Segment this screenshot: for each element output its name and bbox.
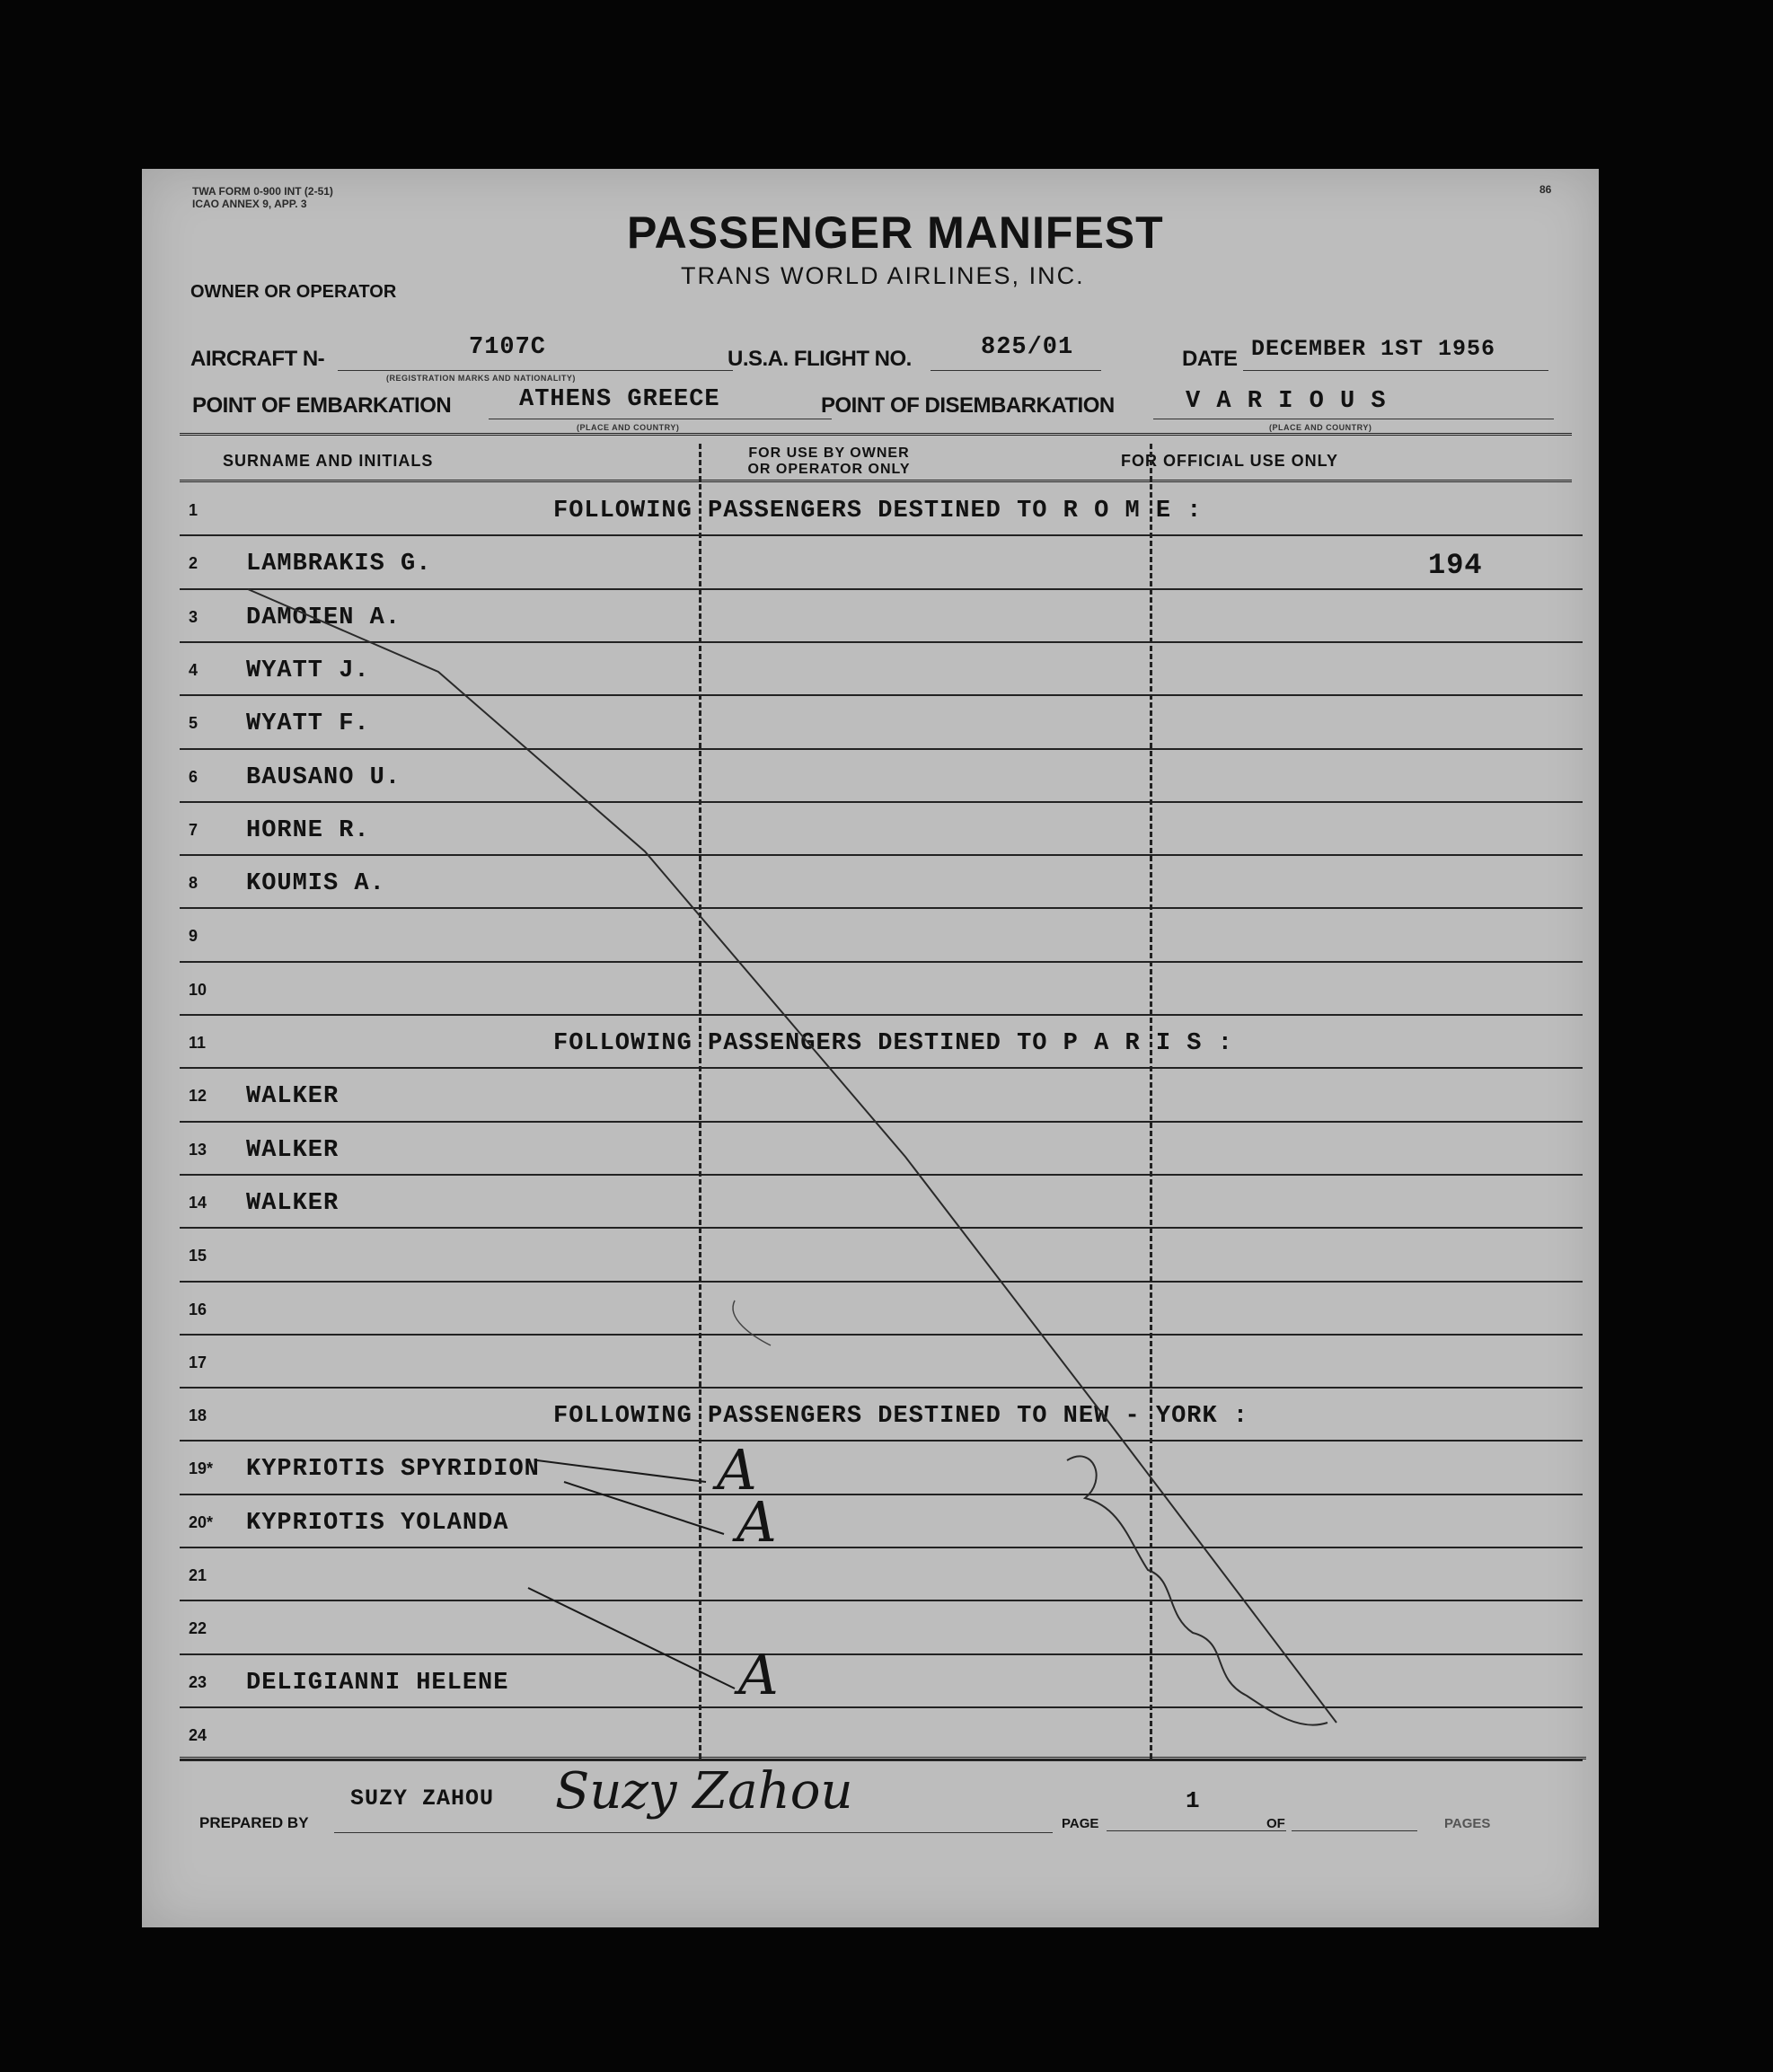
row-rule (180, 1281, 1583, 1283)
row-rule (180, 694, 1583, 696)
passenger-name: KOUMIS A. (246, 870, 385, 898)
destination-heading: FOLLOWING PASSENGERS DESTINED TO R O M E : (553, 498, 1203, 525)
row-rule (180, 1174, 1583, 1176)
row-number: 3 (189, 607, 198, 626)
passenger-name: WYATT F. (246, 710, 370, 738)
row-number: 16 (189, 1300, 207, 1318)
prepared-by-value: SUZY ZAHOU (350, 1785, 495, 1812)
row-rule (180, 534, 1583, 536)
row-number: 7 (189, 820, 198, 839)
row-rule (180, 588, 1583, 590)
row-rule (180, 1547, 1583, 1548)
form-id-line-1: TWA FORM 0-900 INT (2-51) (192, 185, 333, 198)
row-number: 22 (189, 1619, 207, 1638)
row-rule (180, 1600, 1583, 1601)
page-value: 1 (1186, 1787, 1201, 1814)
form-id (192, 185, 333, 210)
header-bottom-rule (180, 480, 1572, 482)
row-number: 14 (189, 1193, 207, 1212)
manifest-sheet (142, 169, 1599, 1927)
row-number: 24 (189, 1725, 207, 1744)
corner-number: 86 (1539, 183, 1552, 196)
passenger-name: KYPRIOTIS SPYRIDION (246, 1456, 540, 1484)
destination-heading: FOLLOWING PASSENGERS DESTINED TO NEW - YORK : (553, 1403, 1249, 1431)
handwritten-mark-1: A (717, 1437, 757, 1503)
embarkation-label: POINT OF EMBARKATION (192, 393, 452, 418)
row-number: 1 (189, 501, 198, 519)
embarkation-note: (PLACE AND COUNTRY) (577, 423, 680, 432)
page-underline (1107, 1830, 1286, 1831)
row-rule (180, 1067, 1583, 1069)
row-rule (180, 1759, 1583, 1761)
row-number: 2 (189, 554, 198, 573)
disembarkation-value: V A R I O U S (1186, 388, 1387, 415)
row-rule (180, 1653, 1583, 1655)
squiggle-mark (1067, 1456, 1328, 1724)
row-rule (180, 1494, 1583, 1495)
passenger-name: WALKER (246, 1136, 340, 1164)
prepared-by-underline (334, 1832, 1053, 1833)
row-rule (180, 801, 1583, 803)
handwritten-mark-2: A (737, 1489, 777, 1555)
owner-label: OWNER OR OPERATOR (190, 282, 397, 302)
row-rule (180, 907, 1583, 909)
date-underline (1243, 370, 1548, 371)
passenger-name: WALKER (246, 1189, 340, 1217)
date-value: DECEMBER 1ST 1956 (1251, 336, 1496, 362)
document-title: PASSENGER MANIFEST (627, 207, 1164, 258)
row-number: 21 (189, 1566, 207, 1584)
passenger-name: WYATT J. (246, 657, 370, 684)
row-rule (180, 1227, 1583, 1229)
row-rule (180, 1121, 1583, 1123)
passenger-name: KYPRIOTIS YOLANDA (246, 1509, 509, 1537)
row-number: 8 (189, 874, 198, 893)
table-bottom-rule (180, 1757, 1586, 1759)
row-rule (180, 1334, 1583, 1336)
passenger-name: DELIGIANNI HELENE (246, 1669, 509, 1697)
row-number: 10 (189, 980, 207, 999)
passenger-name: WALKER (246, 1083, 340, 1111)
passenger-name: BAUSANO U. (246, 763, 401, 791)
company-name: TRANS WORLD AIRLINES, INC. (681, 262, 1085, 289)
col-header-official: FOR OFFICIAL USE ONLY (1121, 452, 1339, 470)
row-rule (180, 961, 1583, 963)
strike-through-line (248, 589, 1336, 1723)
aircraft-label: AIRCRAFT N- (190, 347, 325, 371)
row-number: 23 (189, 1672, 207, 1691)
header-top-rule (180, 433, 1572, 436)
aircraft-note: (REGISTRATION MARKS AND NATIONALITY) (386, 374, 576, 383)
flight-underline (931, 370, 1101, 371)
of-label: OF (1266, 1816, 1285, 1831)
row-number: 6 (189, 767, 198, 786)
pages-label: PAGES (1444, 1816, 1491, 1831)
of-underline (1292, 1830, 1417, 1831)
mark-squiggle-16 (733, 1301, 771, 1345)
row-number: 11 (189, 1034, 207, 1052)
embarkation-value: ATHENS GREECE (519, 386, 720, 413)
flight-label: U.S.A. FLIGHT NO. (728, 347, 912, 371)
row-rule (180, 854, 1583, 856)
row-number: 9 (189, 927, 198, 946)
official-use-value: 194 (1428, 549, 1483, 583)
row-number: 17 (189, 1353, 207, 1371)
destination-heading: FOLLOWING PASSENGERS DESTINED TO P A R I S : (553, 1030, 1233, 1057)
date-label: DATE (1182, 347, 1238, 371)
disembarkation-label: POINT OF DISEMBARKATION (821, 393, 1115, 418)
check-line-19 (537, 1460, 706, 1482)
check-line-23 (528, 1588, 735, 1688)
row-rule (180, 1440, 1583, 1442)
row-number: 15 (189, 1247, 207, 1265)
passenger-name: HORNE R. (246, 816, 370, 844)
row-number: 5 (189, 714, 198, 733)
row-rule (180, 1706, 1583, 1708)
disembarkation-note: (PLACE AND COUNTRY) (1269, 423, 1372, 432)
passenger-name: DAMOIEN A. (246, 604, 401, 631)
aircraft-underline (338, 370, 733, 371)
page-label: PAGE (1062, 1816, 1099, 1831)
row-rule (180, 748, 1583, 750)
row-number: 20* (189, 1512, 214, 1531)
row-rule (180, 1387, 1583, 1389)
col-header-operator: FOR USE BY OWNER OR OPERATOR ONLY (747, 445, 911, 477)
col-header-surname: SURNAME AND INITIALS (223, 452, 434, 470)
form-id-line-2: ICAO ANNEX 9, APP. 3 (192, 198, 307, 210)
row-number: 4 (189, 660, 198, 679)
passenger-name: LAMBRAKIS G. (246, 551, 432, 578)
row-number: 18 (189, 1406, 207, 1425)
row-number: 12 (189, 1087, 207, 1106)
row-number: 19* (189, 1459, 214, 1478)
flight-value: 825/01 (981, 334, 1074, 361)
row-rule (180, 641, 1583, 643)
row-number: 13 (189, 1140, 207, 1159)
signature: Suzy Zahou (555, 1762, 853, 1821)
aircraft-value: 7107C (469, 334, 547, 361)
prepared-by-label: PREPARED BY (199, 1814, 309, 1831)
handwritten-mark-3: A (738, 1642, 779, 1707)
row-rule (180, 1014, 1583, 1016)
